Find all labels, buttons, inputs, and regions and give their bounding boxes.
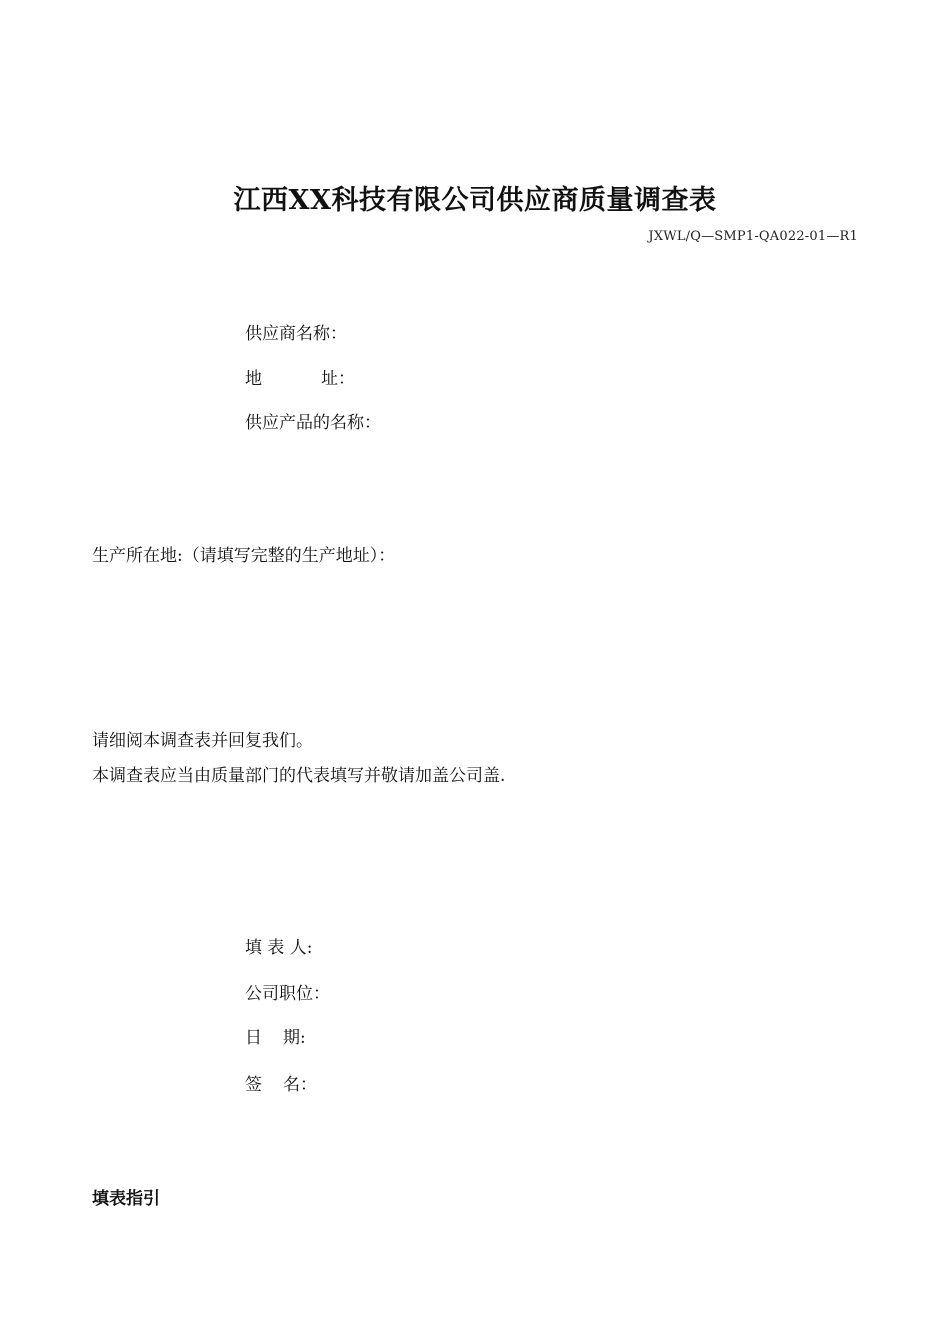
date-label-part2: 期: [283,1028,306,1048]
address-field [245,364,355,389]
filler-person-label: 填 表 人: [245,938,313,958]
product-name-field [245,408,381,433]
guide-heading: 填表指引 [92,1189,160,1209]
date-label-part1: 日 [245,1028,262,1048]
address-label-part1: 地 [245,369,262,389]
product-name-label: 供应产品的名称： [245,413,381,433]
supplier-name-label: 供应商名称： [245,324,347,344]
company-position-field [245,979,330,1004]
production-location-label: 生产所在地:（请填写完整的生产地址）： [92,546,396,566]
document-title: 江西XX科技有限公司供应商质量调查表 [233,185,717,216]
date-field [245,1023,306,1048]
supplier-name-field [245,319,347,344]
production-location-field [92,541,395,566]
company-position-label: 公司职位： [245,984,330,1004]
signature-field [245,1070,317,1095]
signature-label-part2: 名： [283,1075,317,1095]
address-label-part2: 址： [321,369,355,389]
filler-person-field [245,933,313,958]
instruction-line-1: 请细阅本调查表并回复我们。 [92,731,313,751]
document-code: JXWL/Q—SMP1-QA022-01—R1 [648,229,858,244]
instruction-line-2: 本调查表应当由质量部门的代表填写并敬请加盖公司盖. [92,766,506,786]
signature-label-part1: 签 [245,1075,262,1095]
